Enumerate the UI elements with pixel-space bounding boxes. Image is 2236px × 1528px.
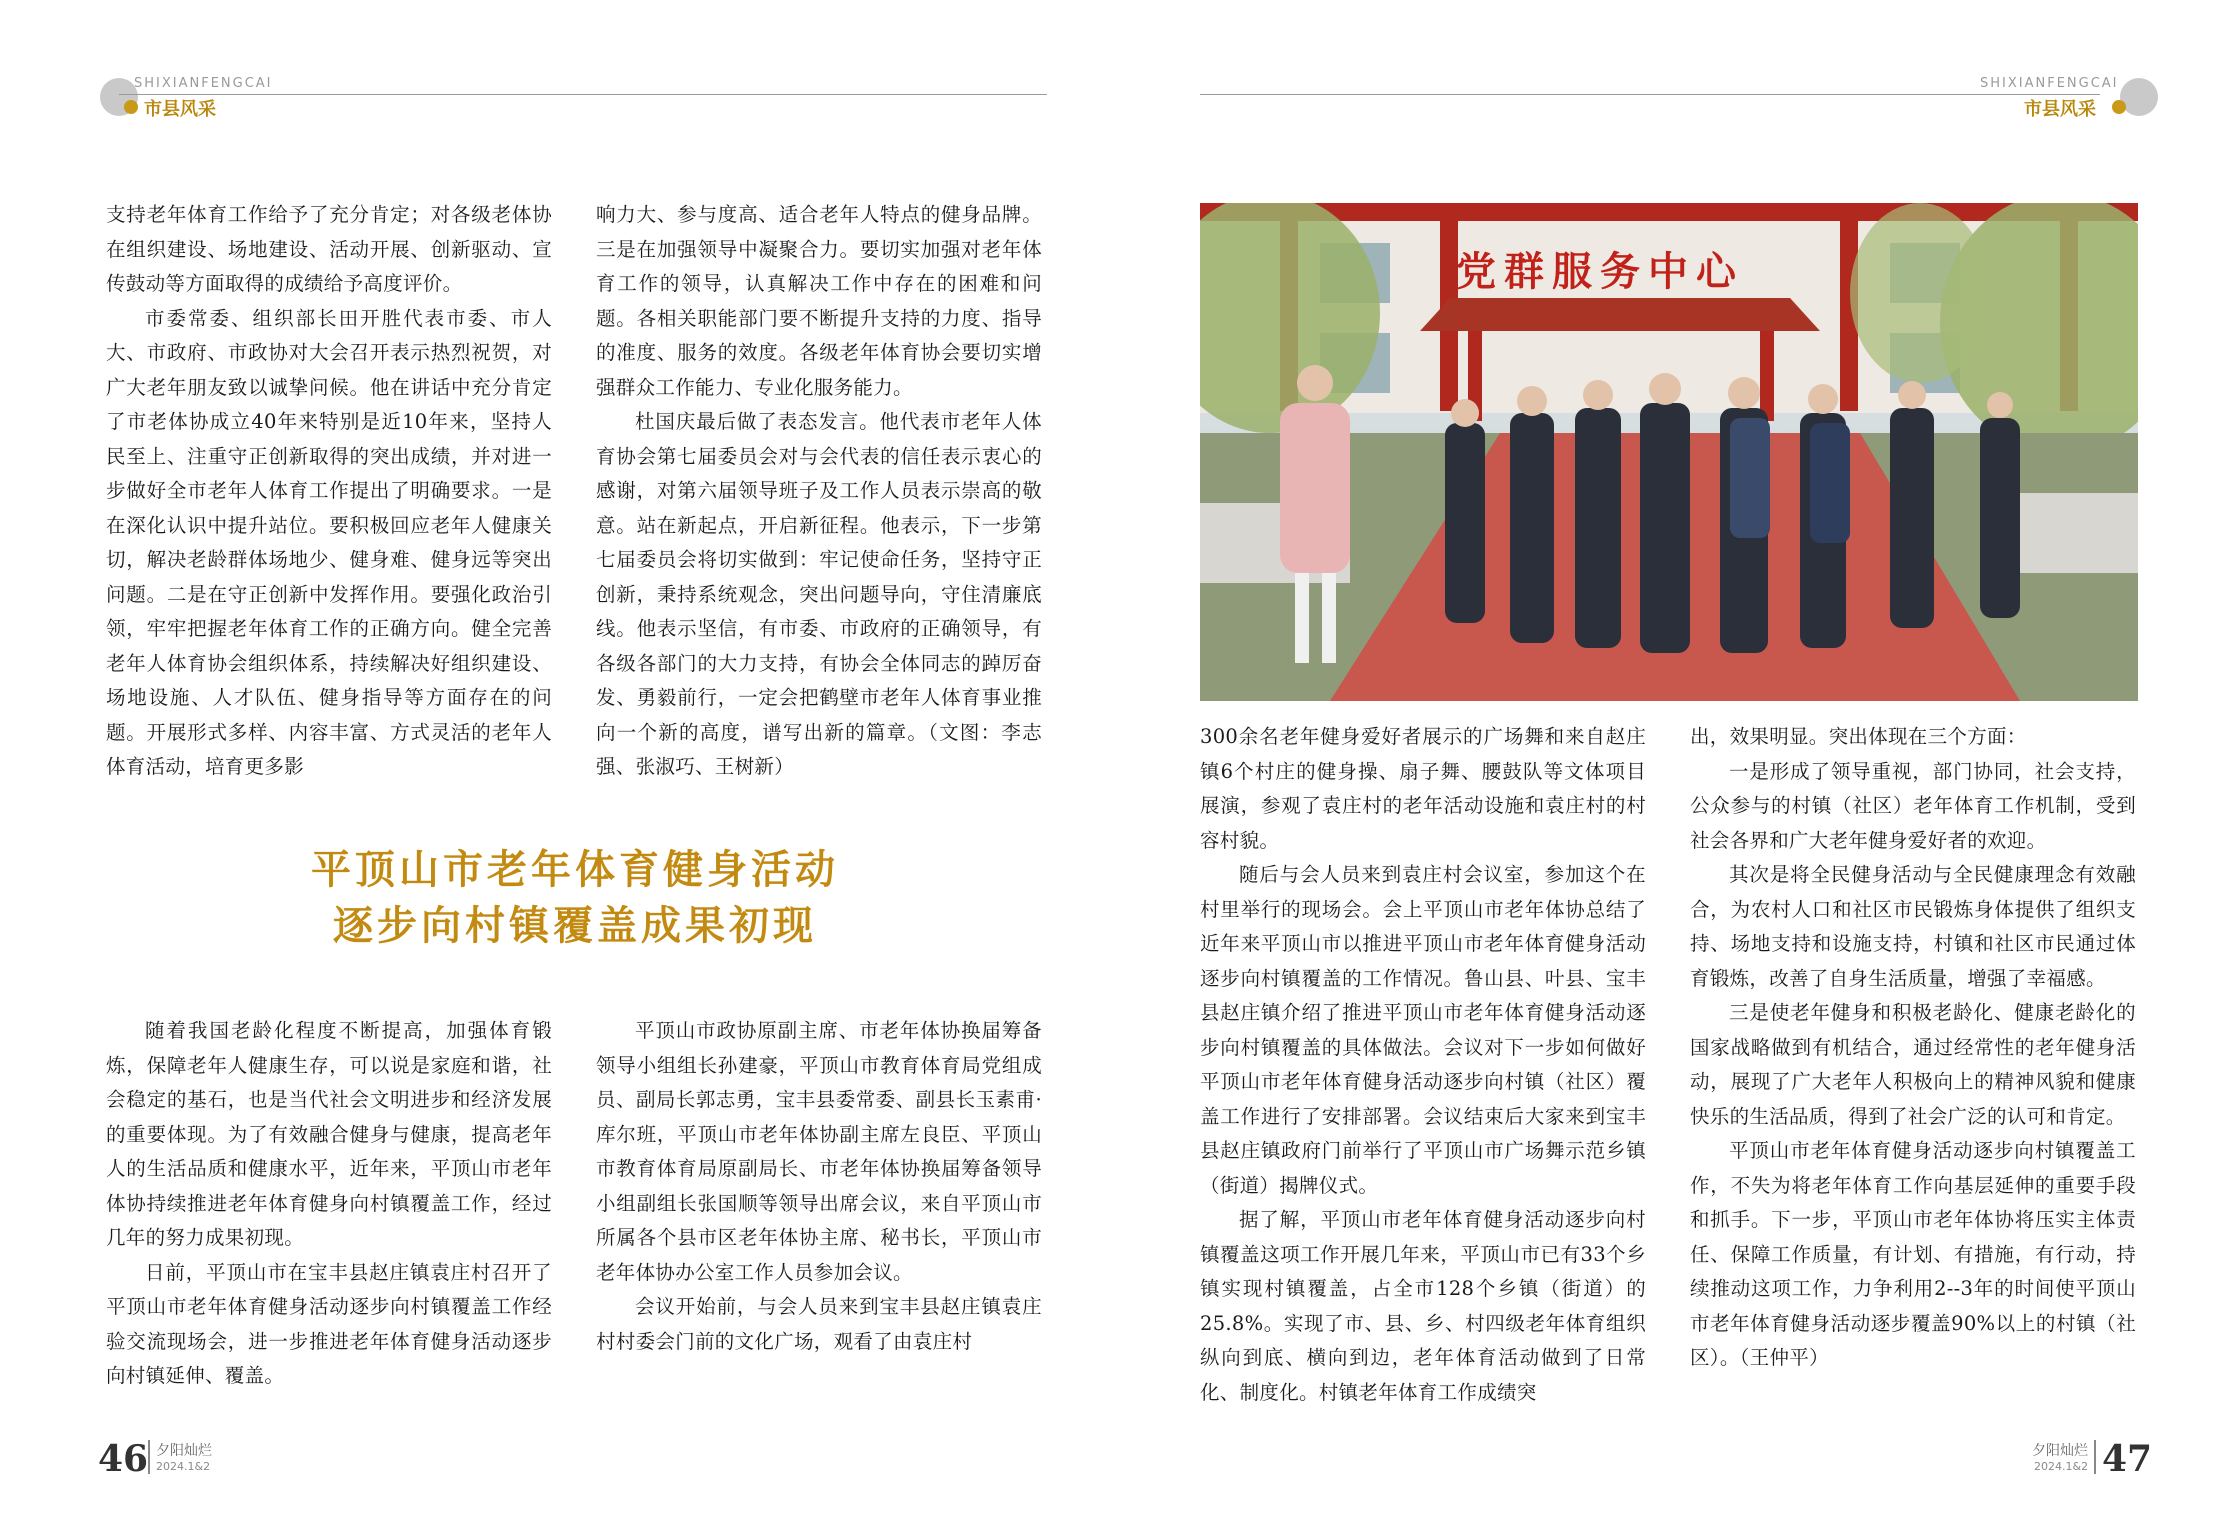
article-headline bbox=[100, 842, 1050, 954]
right-page bbox=[1118, 0, 2236, 1528]
photo-sign-text: 党群服务中心 bbox=[1456, 249, 1744, 295]
paragraph: 300余名老年健身爱好者展示的广场舞和来自赵庄镇6个村庄的健身操、扇子舞、腰鼓队等文体项目展演，参观了袁庄村的老年活动设施和袁庄村的村容村貌。 bbox=[1200, 725, 1646, 852]
headline-line-2: 逐步向村镇覆盖成果初现 bbox=[333, 903, 817, 949]
page-number: 46 bbox=[98, 1438, 149, 1480]
paragraph: 平顶山市老年体育健身活动逐步向村镇覆盖工作，不失为将老年体育工作向基层延伸的重要手段和抓手。下一步，平顶山市老年体协将压实主体责任、保障工作质量，有计划、有措施，有行动，持续推动这项工作，力争利用2--3年的时间使平顶山市老年体育健身活动逐步覆盖90%以上的村镇（社区）。（王仲平） bbox=[1690, 1139, 2136, 1369]
paragraph: 日前，平顶山市在宝丰县赵庄镇袁庄村召开了平顶山市老年体育健身活动逐步向村镇覆盖工作经验交流现场会，进一步推进老年体育健身活动逐步向村镇延伸、覆盖。 bbox=[106, 1260, 552, 1387]
header-dot bbox=[2112, 100, 2126, 114]
article-column-5 bbox=[1200, 720, 1646, 1410]
article-column-6 bbox=[1690, 720, 2136, 1376]
header-pinyin: SHIXIANFENGCAI bbox=[134, 76, 273, 91]
article-column-4 bbox=[596, 1014, 1042, 1359]
article-column-1 bbox=[106, 198, 552, 785]
paragraph: 支持老年体育工作给予了充分肯定；对各级老体协在组织建设、场地建设、活动开展、创新驱动、宣传鼓动等方面取得的成绩给予高度评价。 bbox=[106, 203, 552, 295]
paragraph: 出，效果明显。突出体现在三个方面： bbox=[1690, 725, 2027, 748]
paragraph: 三是使老年健身和积极老龄化、健康老龄化的国家战略做到有机结合，通过经常性的老年健身活动，展现了广大老年人积极向上的精神风貌和健康快乐的生活品质，得到了社会广泛的认可和肯定。 bbox=[1690, 1001, 2136, 1128]
header-dot bbox=[124, 100, 138, 114]
footer-divider bbox=[148, 1440, 150, 1474]
paragraph: 市委常委、组织部长田开胜代表市委、市人大、市政府、市政协对大会召开表示热烈祝贺，对广大老年朋友致以诚挚问候。他在讲话中充分肯定了市老体协成立40年来特别是近10年来，坚持人民至上、注重守正创新取得的突出成绩，并对进一步做好全市老年人体育工作提出了明确要求。一是在深化认识中提升站位。要积极回应老年人健康关切，解决老龄群体场地少、健身难、健身远等突出问题。二是在守正创新中发挥作用。要强化政治引领，牢牢把握老年体育工作的正确方向。健全完善老年人体育协会组织体系，持续解决好组织建设、场地设施、人才队伍、健身指导等方面存在的问题。开展形式多样、内容丰富、方式灵活的老年人体育活动，培育更多影 bbox=[106, 306, 552, 778]
footer-divider bbox=[2094, 1440, 2096, 1474]
footer-magazine-name: 夕阳灿烂 bbox=[156, 1443, 212, 1459]
paragraph: 其次是将全民健身活动与全民健康理念有效融合，为农村人口和社区市民锻炼身体提供了组织支持、场地支持和设施支持，村镇和社区市民通过体育锻炼，改善了自身生活质量，增强了幸福感。 bbox=[1690, 863, 2136, 990]
page-number: 47 bbox=[2102, 1438, 2153, 1480]
header-rule bbox=[1200, 94, 2100, 95]
article-column-2 bbox=[596, 198, 1042, 785]
footer-issue: 2024.1&2 bbox=[2034, 1460, 2089, 1473]
paragraph: 据了解，平顶山市老年体育健身活动逐步向村镇覆盖这项工作开展几年来，平顶山市已有33个乡镇实现村镇覆盖，占全市128个乡镇（街道）的25.8%。实现了市、县、乡、村四级老年体育组织纵向到底、横向到边，老年体育活动做到了日常化、制度化。村镇老年体育工作成绩突 bbox=[1200, 1208, 1646, 1404]
paragraph: 响力大、参与度高、适合老年人特点的健身品牌。三是在加强领导中凝聚合力。要切实加强对老年体育工作的领导，认真解决工作中存在的困难和问题。各相关职能部门要不断提升支持的力度、指导的准度、服务的效度。各级老年体育协会要切实增强群众工作能力、专业化服务能力。 bbox=[596, 203, 1042, 399]
footer-magazine-name: 夕阳灿烂 bbox=[2032, 1443, 2088, 1459]
article-column-3 bbox=[106, 1014, 552, 1394]
paragraph: 随后与会人员来到袁庄村会议室，参加这个在村里举行的现场会。会上平顶山市老年体协总结了近年来平顶山市以推进平顶山市老年体育健身活动逐步向村镇覆盖的工作情况。鲁山县、叶县、宝丰县赵庄镇介绍了推进平顶山市老年体育健身活动逐步向村镇覆盖的具体做法。会议对下一步如何做好平顶山市老年体育健身活动逐步向村镇（社区）覆盖工作进行了安排部署。会议结束后大家来到宝丰县赵庄镇政府门前举行了平顶山市广场舞示范乡镇（街道）揭牌仪式。 bbox=[1200, 863, 1646, 1197]
header-section-title: 市县风采 bbox=[144, 99, 216, 120]
footer-issue: 2024.1&2 bbox=[156, 1460, 211, 1473]
header-rule bbox=[119, 94, 1047, 95]
paragraph: 杜国庆最后做了表态发言。他代表市老年人体育协会第七届委员会对与会代表的信任表示衷心的感谢，对第六届领导班子及工作人员表示崇高的敬意。站在新起点，开启新征程。他表示，下一步第七届委员会将切实做到：牢记使命任务，坚持守正创新，秉持系统观念，突出问题导向，守住清廉底线。他表示坚信，有市委、市政府的正确领导，有各级各部门的大力支持，有协会全体同志的踔厉奋发、勇毅前行，一定会把鹤壁市老年人体育事业推向一个新的高度，谱写出新的篇章。（文图：李志强、张淑巧、王树新） bbox=[596, 410, 1042, 778]
paragraph: 一是形成了领导重视，部门协同，社会支持，公众参与的村镇（社区）老年体育工作机制，受到社会各界和广大老年健身爱好者的欢迎。 bbox=[1690, 759, 2136, 852]
paragraph: 随着我国老龄化程度不断提高，加强体育锻炼，保障老年人健康生存，可以说是家庭和谐，社会稳定的基石，也是当代社会文明进步和经济发展的重要体现。为了有效融合健身与健康，提高老年人的生活品质和健康水平，近年来，平顶山市老年体协持续推进老年体育健身向村镇覆盖工作，经过几年的努力成果初现。 bbox=[106, 1019, 552, 1249]
paragraph: 会议开始前，与会人员来到宝丰县赵庄镇袁庄村村委会门前的文化广场，观看了由袁庄村 bbox=[596, 1295, 1042, 1353]
headline-line-1: 平顶山市老年体育健身活动 bbox=[311, 847, 839, 893]
paragraph: 平顶山市政协原副主席、市老年体协换届筹备领导小组组长孙建豪，平顶山市教育体育局党组成员、副局长郭志勇，宝丰县委常委、副县长玉素甫·库尔班，平顶山市老年体协副主席左良臣、平顶山市教育体育局原副局长、市老年体协换届筹备领导小组副组长张国顺等领导出席会议，来自平顶山市所属各个县市区老年体协主席、秘书长，平顶山市老年体协办公室工作人员参加会议。 bbox=[596, 1019, 1042, 1284]
header-decoration-circle bbox=[2120, 78, 2158, 116]
event-photo bbox=[1200, 203, 2138, 701]
header-pinyin: SHIXIANFENGCAI bbox=[1980, 76, 2119, 91]
event-photo-illustration bbox=[1200, 203, 2138, 701]
header-section-title: 市县风采 bbox=[2024, 99, 2096, 120]
